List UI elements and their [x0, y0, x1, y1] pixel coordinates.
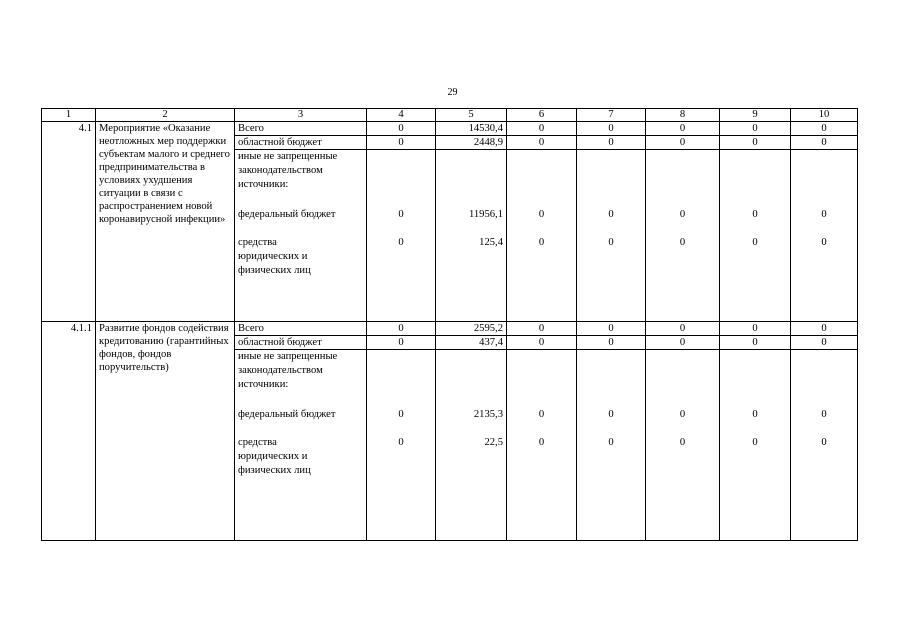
source-label: Всего [235, 322, 367, 336]
value-line: 0 [608, 437, 614, 448]
page-number: 29 [447, 87, 458, 98]
header-cell: 10 [791, 109, 858, 122]
value-cell: 0 [791, 336, 858, 350]
value-line: 0 [679, 409, 686, 420]
row-code: 4.1 [42, 122, 96, 322]
value-line: 0 [821, 209, 827, 220]
source-label-line: источники: [238, 179, 289, 190]
value-cell [720, 150, 791, 322]
source-label: областной бюджет [235, 336, 367, 350]
value-line: 0 [679, 237, 686, 248]
source-label-line: средства [238, 437, 277, 448]
value-line: 0 [752, 437, 758, 448]
source-label-multi [235, 350, 367, 541]
header-cell: 4 [367, 109, 436, 122]
source-label-line: иные не запрещенные [238, 351, 338, 362]
source-label: областной бюджет [235, 136, 367, 150]
value-cell [367, 350, 436, 541]
value-cell [436, 350, 507, 541]
source-label-line: законодательством [238, 165, 323, 176]
value-cell [646, 350, 720, 541]
header-cell: 9 [720, 109, 791, 122]
value-line: 0 [752, 409, 758, 420]
source-label-line: средства [238, 237, 277, 248]
value-cell [646, 150, 720, 322]
value-line: 0 [752, 209, 758, 220]
table-row [42, 122, 858, 136]
value-cell: 0 [720, 136, 791, 150]
value-cell: 0 [367, 322, 436, 336]
value-line: 0 [608, 409, 614, 420]
value-cell [507, 350, 577, 541]
header-cell: 8 [646, 109, 720, 122]
value-cell: 2448,9 [436, 136, 507, 150]
value-line: 125,4 [479, 237, 503, 248]
value-line: 2135,3 [473, 409, 503, 420]
value-line: 0 [679, 209, 686, 220]
value-cell: 0 [577, 322, 646, 336]
value-cell: 0 [507, 136, 577, 150]
source-label-line: законодательством [238, 365, 323, 376]
value-cell: 0 [367, 136, 436, 150]
value-cell: 0 [720, 322, 791, 336]
value-cell: 0 [577, 122, 646, 136]
value-cell: 0 [646, 136, 720, 150]
value-cell [577, 350, 646, 541]
table-row [42, 322, 858, 336]
value-cell: 0 [507, 122, 577, 136]
value-cell [436, 150, 507, 322]
value-cell: 0 [577, 336, 646, 350]
value-cell: 437,4 [436, 336, 507, 350]
value-line: 11956,1 [468, 209, 503, 220]
value-line: 0 [821, 437, 827, 448]
header-cell: 3 [235, 109, 367, 122]
value-cell: 0 [577, 136, 646, 150]
value-line: 0 [538, 437, 545, 448]
header-cell: 2 [96, 109, 235, 122]
value-cell [720, 350, 791, 541]
value-cell: 0 [646, 336, 720, 350]
table-header-row [42, 109, 858, 122]
value-line: 22,5 [484, 437, 503, 448]
value-cell: 0 [367, 336, 436, 350]
header-cell: 5 [436, 109, 507, 122]
source-label-line: физических лиц [238, 465, 311, 476]
value-cell [507, 150, 577, 322]
value-cell: 0 [791, 122, 858, 136]
value-cell: 14530,4 [436, 122, 507, 136]
row-title: Мероприятие «Оказание неотложных мер поддержки субъектам малого и среднего предпринимательства в условиях ухудшения ситуации в связи с распространением новой коронавирусной инфекции» [96, 122, 235, 322]
value-cell: 0 [791, 136, 858, 150]
source-label: Всего [235, 122, 367, 136]
budget-table [41, 108, 858, 541]
source-label-line: юридических и [238, 251, 308, 262]
value-line: 0 [679, 437, 686, 448]
value-cell [791, 150, 858, 322]
value-line: 0 [538, 209, 545, 220]
header-cell: 1 [42, 109, 96, 122]
value-line: 0 [821, 237, 827, 248]
value-line: 0 [398, 209, 404, 220]
value-line: 0 [538, 409, 545, 420]
value-cell: 2595,2 [436, 322, 507, 336]
source-label-line: федеральный бюджет [238, 409, 336, 420]
value-cell: 0 [507, 322, 577, 336]
value-cell: 0 [720, 122, 791, 136]
value-cell [367, 150, 436, 322]
row-title: Развитие фондов содействия кредитованию (гарантийных фондов, фондов поручительств) [96, 322, 235, 541]
value-line: 0 [398, 437, 404, 448]
value-line: 0 [752, 237, 758, 248]
value-cell: 0 [791, 322, 858, 336]
value-line: 0 [538, 237, 545, 248]
value-cell [577, 150, 646, 322]
source-label-line: физических лиц [238, 265, 311, 276]
source-label-line: источники: [238, 379, 289, 390]
source-label-multi [235, 150, 367, 322]
value-line: 0 [608, 237, 614, 248]
header-cell: 6 [507, 109, 577, 122]
value-line: 0 [398, 237, 404, 248]
value-cell: 0 [720, 336, 791, 350]
value-cell: 0 [507, 336, 577, 350]
value-cell: 0 [367, 122, 436, 136]
row-code: 4.1.1 [42, 322, 96, 541]
value-cell: 0 [646, 322, 720, 336]
value-line: 0 [608, 209, 614, 220]
value-line: 0 [398, 409, 404, 420]
source-label-line: иные не запрещенные [238, 151, 338, 162]
source-label-line: юридических и [238, 451, 308, 462]
header-cell: 7 [577, 109, 646, 122]
value-line: 0 [821, 409, 827, 420]
source-label-line: федеральный бюджет [238, 209, 336, 220]
value-cell: 0 [646, 122, 720, 136]
value-cell [791, 350, 858, 541]
